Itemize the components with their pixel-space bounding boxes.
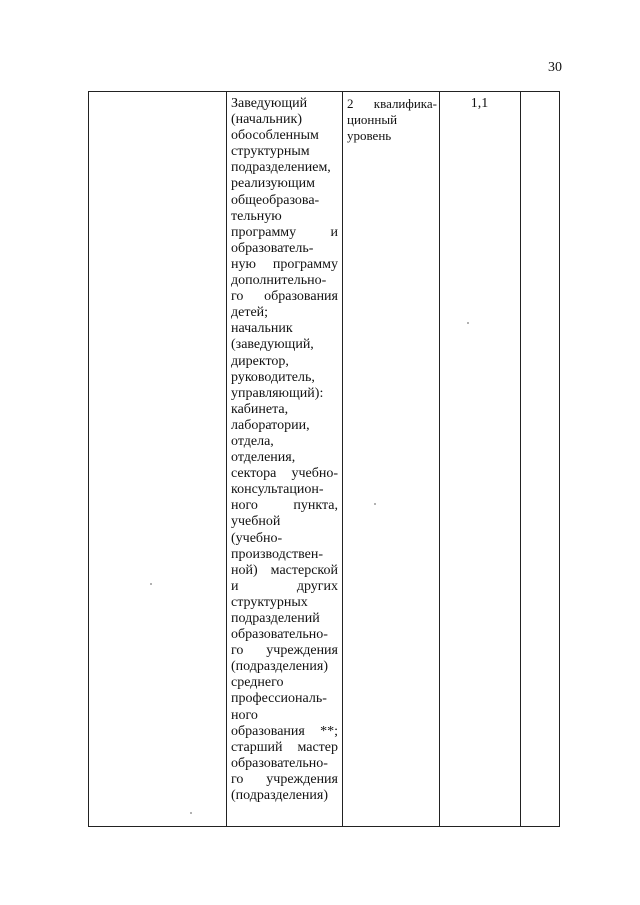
text-line: консультацион- <box>231 482 324 498</box>
text-line: Заведующий <box>231 96 308 111</box>
column-divider <box>342 92 343 826</box>
text-line: (подразделения) <box>231 788 328 804</box>
text-line: детей; <box>231 305 269 321</box>
text-line: профессиональ- <box>231 691 327 707</box>
cell-empty-first <box>89 92 226 826</box>
text-line: го образования <box>231 289 338 305</box>
text-line: структурных <box>231 594 308 610</box>
cell-position-title <box>231 92 338 826</box>
text-line: го учреждения <box>231 643 338 659</box>
text-line: обособленным <box>231 128 319 144</box>
text-line: го учреждения <box>231 771 338 787</box>
text-line: ной) мастерской <box>231 562 338 578</box>
text-line: руководитель, <box>231 369 315 385</box>
text-line: структурным <box>231 144 310 160</box>
text-line: отдела, <box>231 433 274 449</box>
cell-empty-last <box>521 92 559 826</box>
text-line: образования **; <box>231 723 338 739</box>
text-line: ционный <box>347 112 398 128</box>
text-line: среднего <box>231 675 284 691</box>
text-line: ную программу <box>231 256 338 272</box>
text-line: сектора учебно- <box>231 466 338 482</box>
text-line: тельную <box>231 208 282 224</box>
text-line: лаборатории, <box>231 417 310 433</box>
text-line: подразделением, <box>231 160 331 176</box>
text-line: учебной <box>231 514 281 530</box>
text-line: отделения, <box>231 450 296 466</box>
cell-coefficient <box>440 92 519 826</box>
scan-speck <box>467 322 469 324</box>
page-number: 30 <box>548 60 562 75</box>
text-line: директор, <box>231 353 289 369</box>
column-divider <box>226 92 227 826</box>
text-line: и других <box>231 578 338 594</box>
text-line: образовательно- <box>231 755 328 771</box>
text-line: ного <box>231 707 258 723</box>
text-line: образовательно- <box>231 627 328 643</box>
text-line: реализующим <box>231 176 316 192</box>
text-line: 2 квалифика- <box>347 96 437 111</box>
text-line: (начальник) <box>231 112 303 128</box>
text-line: кабинета, <box>231 401 289 417</box>
text-line: (заведующий, <box>231 337 314 353</box>
text-line: образователь- <box>231 240 314 256</box>
text-line: (подразделения) <box>231 659 328 675</box>
text-line: управляющий): <box>231 385 324 401</box>
qualification-level-text <box>347 96 437 144</box>
text-line: подразделений <box>231 611 320 626</box>
text-line: программу и <box>231 224 338 240</box>
scan-speck <box>190 812 192 814</box>
text-line: начальник <box>231 321 293 337</box>
position-title-text <box>231 96 338 804</box>
scan-speck <box>150 583 152 585</box>
qualification-table <box>88 91 560 827</box>
text-line: старший мастер <box>231 739 338 755</box>
text-line: уровень <box>347 128 392 144</box>
scan-speck <box>374 503 376 505</box>
text-line: дополнительно- <box>231 273 327 289</box>
text-line: (учебно- <box>231 530 283 546</box>
text-line: общеобразова- <box>231 192 320 208</box>
text-line: ного пункта, <box>231 498 338 514</box>
cell-qualification-level <box>347 92 437 826</box>
text-line: производствен- <box>231 546 323 562</box>
coefficient-value: 1,1 <box>470 96 489 111</box>
